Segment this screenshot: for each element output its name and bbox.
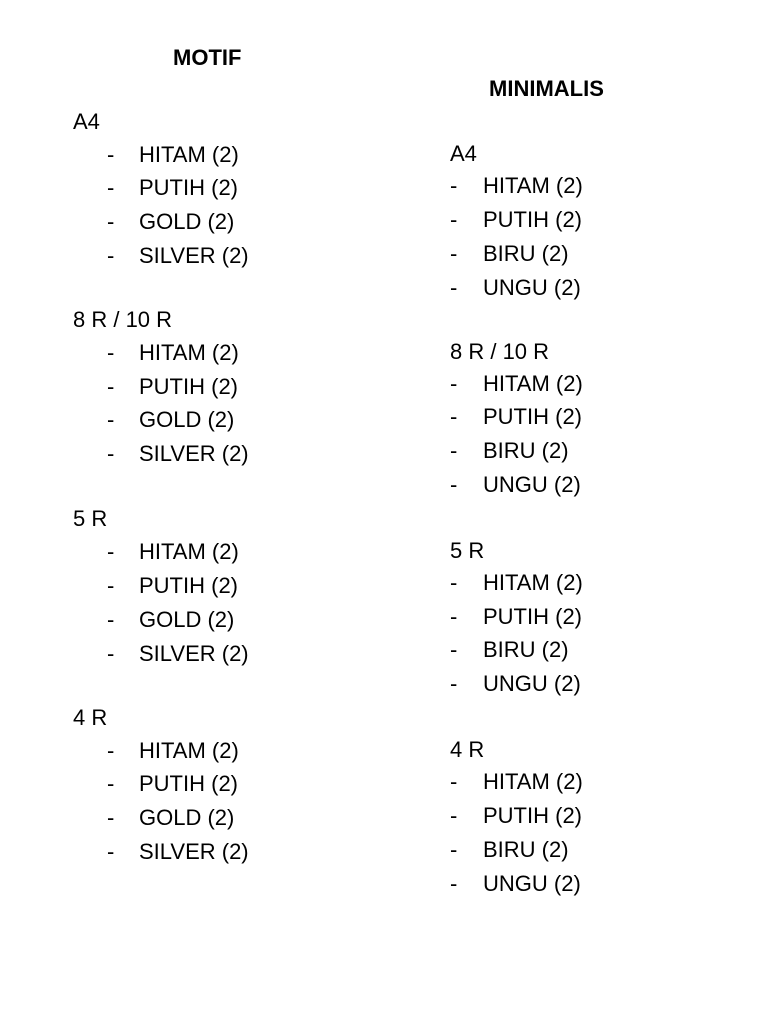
dash-bullet: - <box>450 404 458 429</box>
color-label: HITAM (2) <box>483 570 583 595</box>
color-label: PUTIH (2) <box>139 374 238 399</box>
dash-bullet: - <box>107 771 115 796</box>
color-label: GOLD (2) <box>139 209 235 234</box>
color-label: PUTIH (2) <box>483 404 582 429</box>
color-label: HITAM (2) <box>139 340 239 365</box>
minimalis-size-label: 4 R <box>450 737 485 762</box>
color-label: PUTIH (2) <box>139 573 238 598</box>
color-label: UNGU (2) <box>483 275 581 300</box>
dash-bullet: - <box>450 275 458 300</box>
motif-size-label: 4 R <box>73 705 108 730</box>
minimalis-size-label: 8 R / 10 R <box>450 339 550 364</box>
color-label: SILVER (2) <box>139 243 249 268</box>
color-label: BIRU (2) <box>483 438 569 463</box>
color-label: SILVER (2) <box>139 641 249 666</box>
dash-bullet: - <box>107 243 115 268</box>
color-label: UNGU (2) <box>483 871 581 896</box>
motif-size-label: 5 R <box>73 506 108 531</box>
dash-bullet: - <box>450 637 458 662</box>
dash-bullet: - <box>107 142 115 167</box>
color-label: PUTIH (2) <box>483 604 582 629</box>
dash-bullet: - <box>450 438 458 463</box>
color-label: PUTIH (2) <box>483 207 582 232</box>
motif-size-label: A4 <box>73 109 100 134</box>
color-label: HITAM (2) <box>483 173 583 198</box>
color-label: HITAM (2) <box>139 142 239 167</box>
color-label: UNGU (2) <box>483 671 581 696</box>
minimalis-size-label: 5 R <box>450 538 485 563</box>
dash-bullet: - <box>450 207 458 232</box>
dash-bullet: - <box>450 671 458 696</box>
dash-bullet: - <box>107 539 115 564</box>
dash-bullet: - <box>107 209 115 234</box>
dash-bullet: - <box>107 641 115 666</box>
color-label: BIRU (2) <box>483 837 569 862</box>
minimalis-size-label: A4 <box>450 141 477 166</box>
color-label: SILVER (2) <box>139 839 249 864</box>
minimalis-title: MINIMALIS <box>489 76 604 101</box>
dash-bullet: - <box>107 175 115 200</box>
dash-bullet: - <box>450 769 458 794</box>
dash-bullet: - <box>107 573 115 598</box>
dash-bullet: - <box>450 371 458 396</box>
color-label: BIRU (2) <box>483 241 569 266</box>
dash-bullet: - <box>107 407 115 432</box>
color-label: HITAM (2) <box>483 769 583 794</box>
dash-bullet: - <box>107 839 115 864</box>
dash-bullet: - <box>450 837 458 862</box>
dash-bullet: - <box>450 871 458 896</box>
motif-size-label: 8 R / 10 R <box>73 307 173 332</box>
color-label: GOLD (2) <box>139 607 235 632</box>
color-label: BIRU (2) <box>483 637 569 662</box>
dash-bullet: - <box>107 738 115 763</box>
color-label: PUTIH (2) <box>139 175 238 200</box>
color-label: SILVER (2) <box>139 441 249 466</box>
color-label: HITAM (2) <box>139 539 239 564</box>
dash-bullet: - <box>450 241 458 266</box>
color-label: PUTIH (2) <box>139 771 238 796</box>
color-label: HITAM (2) <box>483 371 583 396</box>
dash-bullet: - <box>450 173 458 198</box>
color-label: UNGU (2) <box>483 472 581 497</box>
color-label: GOLD (2) <box>139 407 235 432</box>
dash-bullet: - <box>450 570 458 595</box>
dash-bullet: - <box>107 805 115 830</box>
dash-bullet: - <box>107 607 115 632</box>
dash-bullet: - <box>450 803 458 828</box>
dash-bullet: - <box>107 441 115 466</box>
color-label: PUTIH (2) <box>483 803 582 828</box>
color-label: HITAM (2) <box>139 738 239 763</box>
dash-bullet: - <box>450 472 458 497</box>
dash-bullet: - <box>107 340 115 365</box>
motif-title: MOTIF <box>173 45 242 70</box>
dash-bullet: - <box>450 604 458 629</box>
color-label: GOLD (2) <box>139 805 235 830</box>
dash-bullet: - <box>107 374 115 399</box>
